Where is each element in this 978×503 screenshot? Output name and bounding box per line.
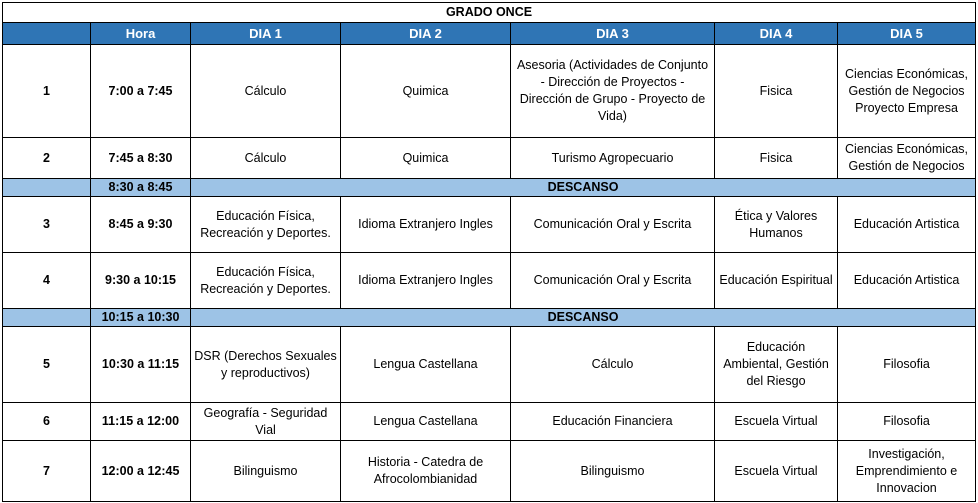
header-row: [3, 23, 976, 45]
subject-cell-dia-2: Lengua Castellana: [341, 327, 511, 403]
period-number: 3: [3, 197, 91, 253]
break-label: DESCANSO: [191, 309, 976, 327]
subject-cell-dia-3: Bilinguismo: [511, 441, 715, 502]
subject-cell-dia-5: Filosofia: [838, 327, 976, 403]
subject-cell-dia-4: Escuela Virtual: [715, 441, 838, 502]
subject-cell-dia-5: Educación Artistica: [838, 253, 976, 309]
subject-cell-dia-1: Cálculo: [191, 45, 341, 138]
schedule-table: [2, 2, 976, 502]
period-hour: 7:00 a 7:45: [91, 45, 191, 138]
break-blank-cell: [3, 179, 91, 197]
header-dia-3: DIA 3: [511, 23, 715, 45]
period-number: 4: [3, 253, 91, 309]
schedule-row: [3, 138, 976, 179]
schedule-row: [3, 441, 976, 502]
break-row: [3, 179, 976, 197]
subject-cell-dia-2: Idioma Extranjero Ingles: [341, 253, 511, 309]
subject-cell-dia-1: DSR (Derechos Sexuales y reproductivos): [191, 327, 341, 403]
subject-cell-dia-1: Educación Física, Recreación y Deportes.: [191, 197, 341, 253]
period-hour: 12:00 a 12:45: [91, 441, 191, 502]
period-number: 5: [3, 327, 91, 403]
period-number: 6: [3, 403, 91, 441]
subject-cell-dia-2: Quimica: [341, 45, 511, 138]
break-blank-cell: [3, 309, 91, 327]
subject-cell-dia-5: Educación Artistica: [838, 197, 976, 253]
subject-cell-dia-4: Ética y Valores Humanos: [715, 197, 838, 253]
break-hour: 10:15 a 10:30: [91, 309, 191, 327]
subject-cell-dia-4: Escuela Virtual: [715, 403, 838, 441]
header-dia-4: DIA 4: [715, 23, 838, 45]
break-row: [3, 309, 976, 327]
period-number: 1: [3, 45, 91, 138]
subject-cell-dia-1: Geografía - Seguridad Vial: [191, 403, 341, 441]
schedule-row: [3, 197, 976, 253]
period-hour: 8:45 a 9:30: [91, 197, 191, 253]
subject-cell-dia-4: Fisica: [715, 138, 838, 179]
period-number: 2: [3, 138, 91, 179]
period-hour: 10:30 a 11:15: [91, 327, 191, 403]
subject-cell-dia-3: Cálculo: [511, 327, 715, 403]
subject-cell-dia-4: Educación Espiritual: [715, 253, 838, 309]
subject-cell-dia-4: Educación Ambiental, Gestión del Riesgo: [715, 327, 838, 403]
header-dia-1: DIA 1: [191, 23, 341, 45]
subject-cell-dia-4: Fisica: [715, 45, 838, 138]
subject-cell-dia-3: Turismo Agropecuario: [511, 138, 715, 179]
subject-cell-dia-5: Ciencias Económicas, Gestión de Negocios: [838, 138, 976, 179]
period-hour: 7:45 a 8:30: [91, 138, 191, 179]
schedule-title: GRADO ONCE: [3, 3, 976, 23]
break-label: DESCANSO: [191, 179, 976, 197]
subject-cell-dia-3: Comunicación Oral y Escrita: [511, 253, 715, 309]
subject-cell-dia-2: Quimica: [341, 138, 511, 179]
subject-cell-dia-1: Cálculo: [191, 138, 341, 179]
period-number: 7: [3, 441, 91, 502]
period-hour: 11:15 a 12:00: [91, 403, 191, 441]
schedule-row: [3, 45, 976, 138]
header-dia-2: DIA 2: [341, 23, 511, 45]
header-dia-5: DIA 5: [838, 23, 976, 45]
subject-cell-dia-5: Ciencias Económicas, Gestión de Negocios Proyecto Empresa: [838, 45, 976, 138]
subject-cell-dia-5: Filosofia: [838, 403, 976, 441]
header-blank: [3, 23, 91, 45]
subject-cell-dia-2: Historia - Catedra de Afrocolombianidad: [341, 441, 511, 502]
title-row: [3, 3, 976, 23]
subject-cell-dia-2: Idioma Extranjero Ingles: [341, 197, 511, 253]
period-hour: 9:30 a 10:15: [91, 253, 191, 309]
subject-cell-dia-3: Comunicación Oral y Escrita: [511, 197, 715, 253]
subject-cell-dia-5: Investigación, Emprendimiento e Innovacion: [838, 441, 976, 502]
schedule-row: [3, 403, 976, 441]
schedule-row: [3, 253, 976, 309]
subject-cell-dia-2: Lengua Castellana: [341, 403, 511, 441]
subject-cell-dia-1: Bilinguismo: [191, 441, 341, 502]
schedule-row: [3, 327, 976, 403]
subject-cell-dia-3: Asesoria (Actividades de Conjunto - Dirección de Proyectos - Dirección de Grupo - Proyecto de Vida): [511, 45, 715, 138]
break-hour: 8:30 a 8:45: [91, 179, 191, 197]
subject-cell-dia-3: Educación Financiera: [511, 403, 715, 441]
subject-cell-dia-1: Educación Física, Recreación y Deportes.: [191, 253, 341, 309]
header-hora: Hora: [91, 23, 191, 45]
